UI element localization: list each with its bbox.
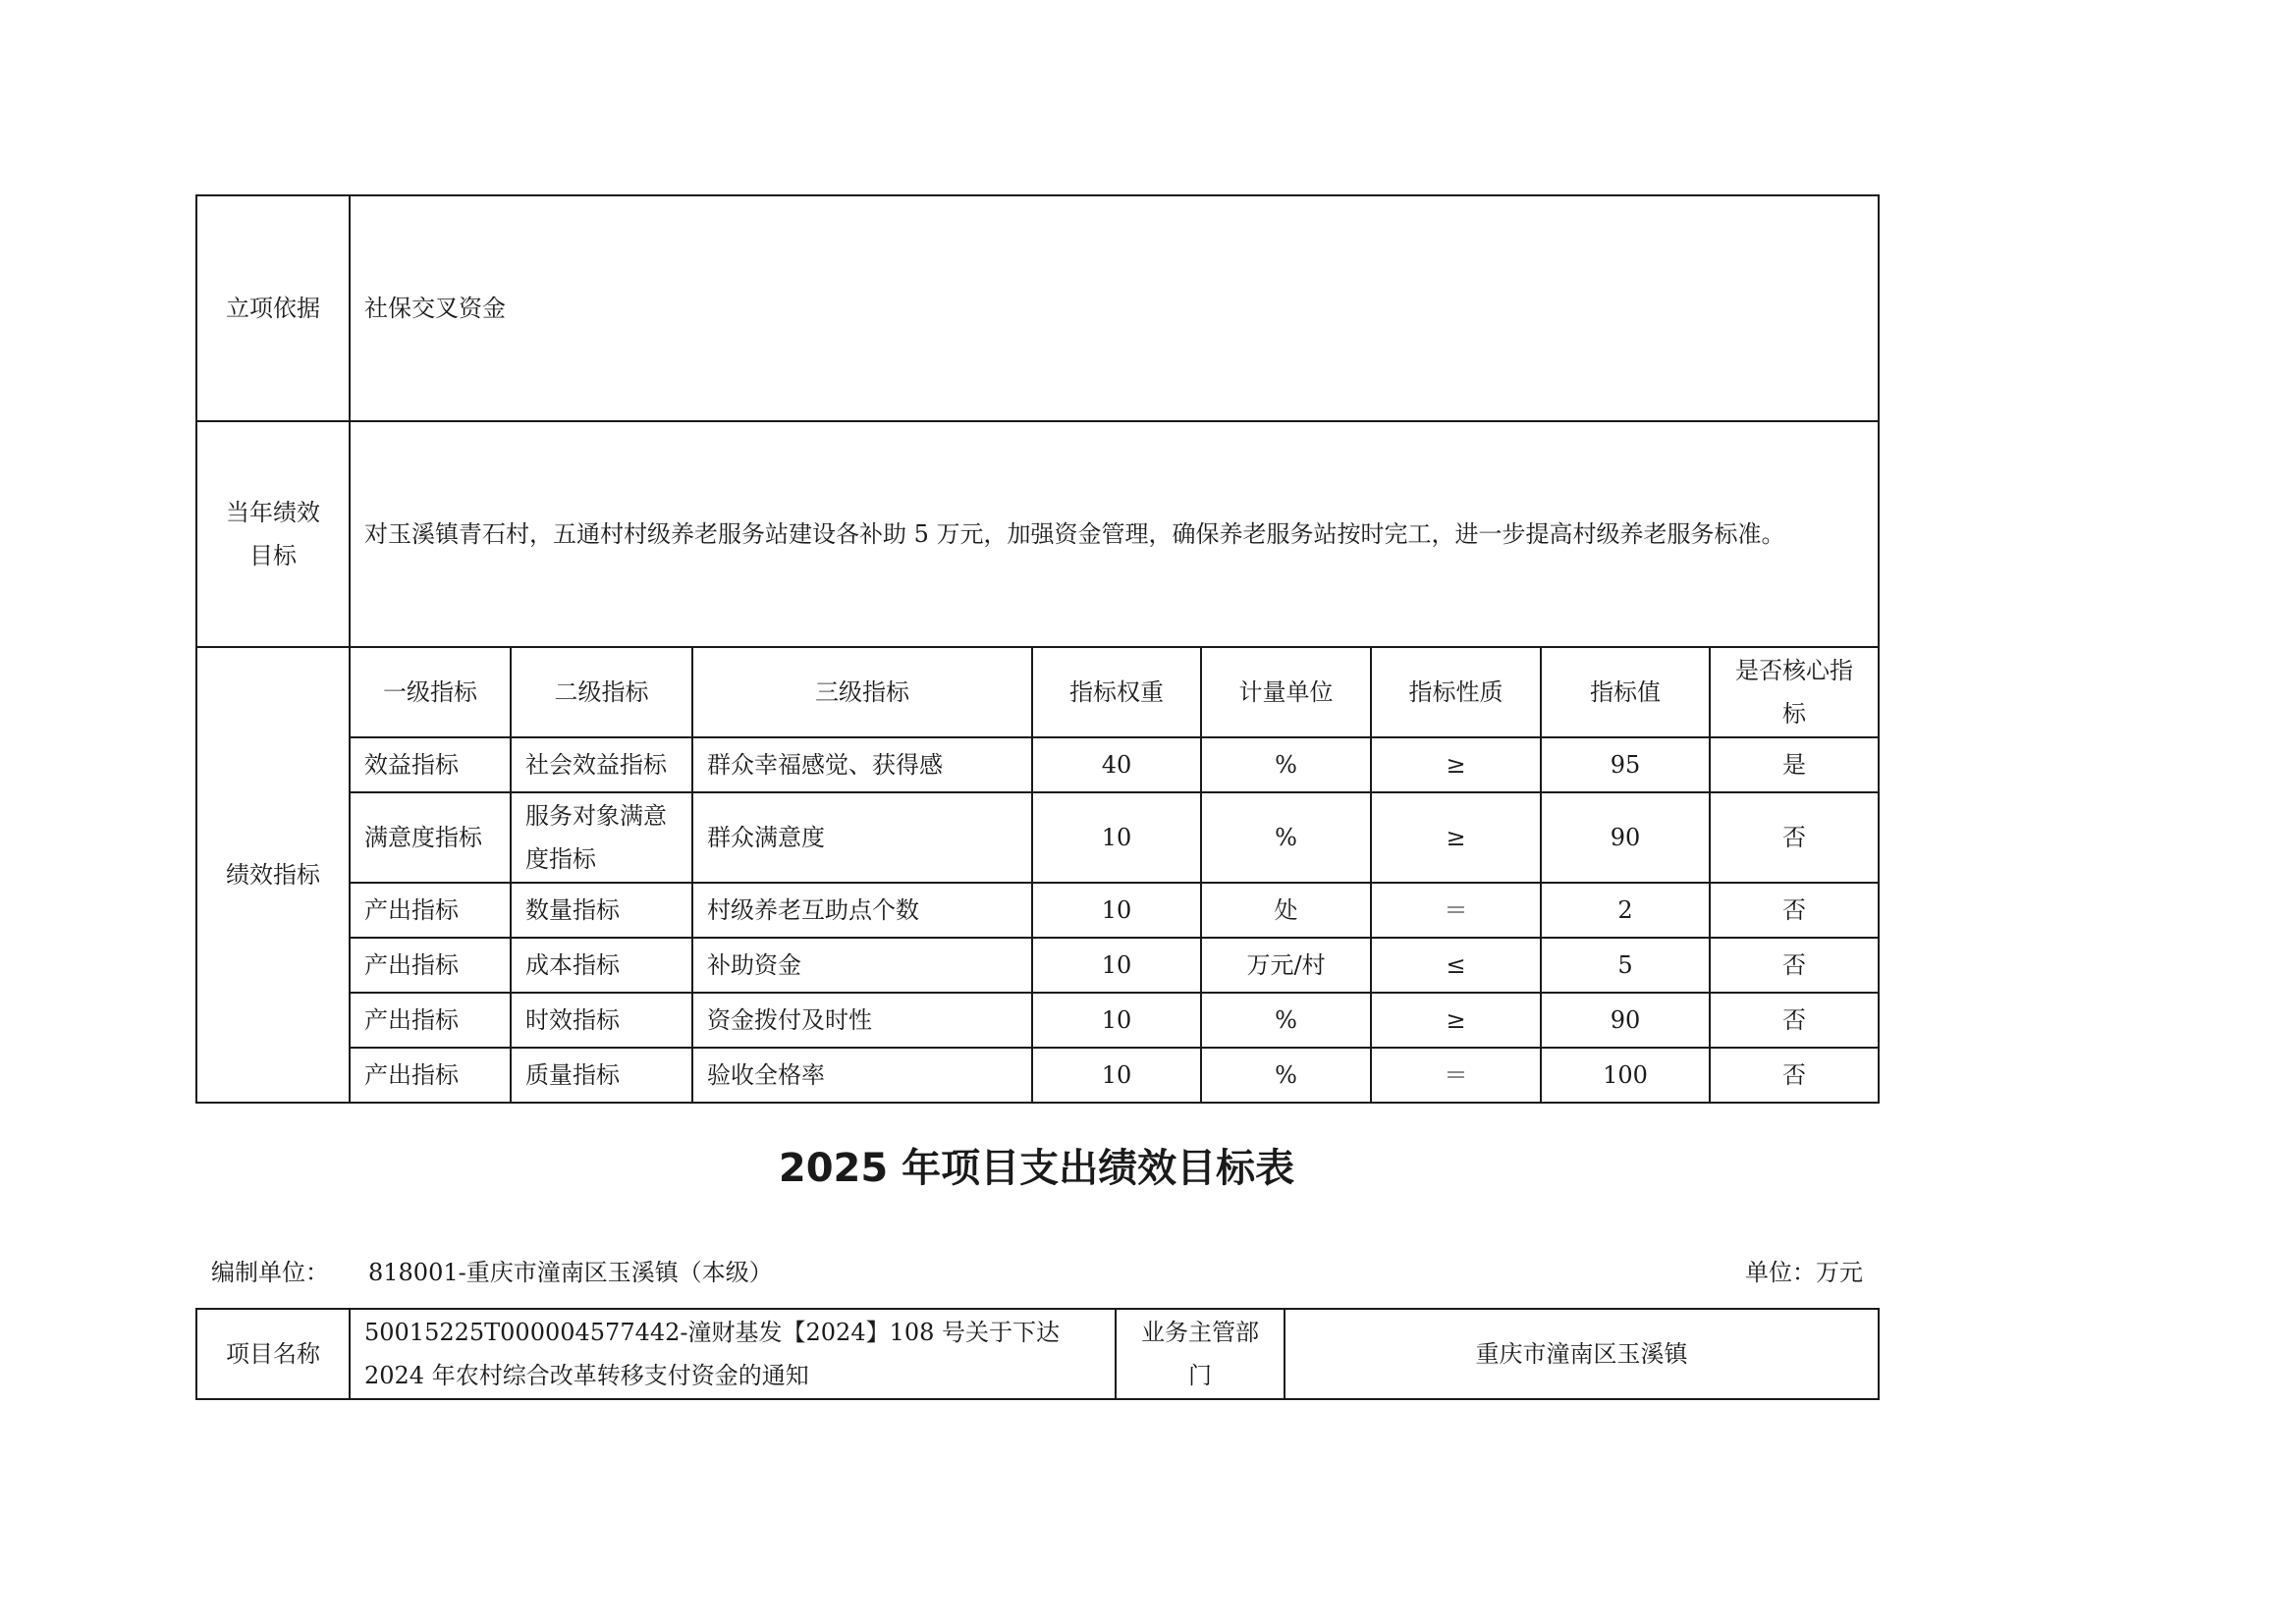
table-row	[196, 938, 1879, 993]
table-row	[196, 737, 1879, 792]
row-level1: 满意度指标	[350, 792, 511, 883]
row-value: 90	[1541, 993, 1710, 1048]
row-level3: 验收全格率	[692, 1048, 1032, 1103]
annual-goal-value: 对玉溪镇青石村，五通村村级养老服务站建设各补助 5 万元，加强资金管理，确保养老服务站按时完工，进一步提高村级养老服务标准。	[350, 421, 1879, 647]
header-level2: 二级指标	[511, 647, 692, 737]
row-value: 2	[1541, 883, 1710, 938]
currency-unit: 单位：万元	[1745, 1259, 1863, 1286]
form-title: 2025 年项目支出绩效目标表	[778, 1146, 1295, 1191]
header-level3: 三级指标	[692, 647, 1032, 737]
row-weight: 10	[1032, 1048, 1201, 1103]
row-nature: ＝	[1371, 1048, 1541, 1103]
project-name-label: 项目名称	[196, 1309, 350, 1399]
annual-goal-label-line1: 当年绩效	[226, 499, 320, 526]
row-weight: 10	[1032, 883, 1201, 938]
table-row	[196, 993, 1879, 1048]
row-level2: 服务对象满意度指标	[511, 792, 692, 883]
header-core-line2: 标	[1782, 700, 1806, 728]
annual-goal-label	[196, 421, 350, 647]
compiling-unit-value: 818001-重庆市潼南区玉溪镇（本级）	[368, 1259, 773, 1286]
row-unit: 万元/村	[1201, 938, 1371, 993]
header-core-line1: 是否核心指	[1735, 657, 1853, 684]
row-level2: 社会效益指标	[511, 737, 692, 792]
row-level3: 资金拨付及时性	[692, 993, 1032, 1048]
row-core: 否	[1710, 993, 1879, 1048]
annual-goal-label-line2: 目标	[249, 542, 297, 569]
header-nature: 指标性质	[1371, 647, 1541, 737]
row-unit: 处	[1201, 883, 1371, 938]
row-core: 否	[1710, 792, 1879, 883]
basis-value: 社保交叉资金	[350, 195, 1879, 421]
row-level3: 群众幸福感觉、获得感	[692, 737, 1032, 792]
row-unit: %	[1201, 993, 1371, 1048]
row-core: 否	[1710, 938, 1879, 993]
row-nature: ≤	[1371, 938, 1541, 993]
row-level2: 时效指标	[511, 993, 692, 1048]
header-core	[1710, 647, 1879, 737]
row-weight: 10	[1032, 993, 1201, 1048]
row-core: 否	[1710, 883, 1879, 938]
row-weight: 10	[1032, 792, 1201, 883]
row-unit: %	[1201, 792, 1371, 883]
row-unit: %	[1201, 1048, 1371, 1103]
row-weight: 10	[1032, 938, 1201, 993]
row-level3: 补助资金	[692, 938, 1032, 993]
row-level3: 群众满意度	[692, 792, 1032, 883]
row-core: 是	[1710, 737, 1879, 792]
row-value: 100	[1541, 1048, 1710, 1103]
row-core: 否	[1710, 1048, 1879, 1103]
row-nature: ＝	[1371, 883, 1541, 938]
row-level1: 产出指标	[350, 993, 511, 1048]
dept-value: 重庆市潼南区玉溪镇	[1285, 1309, 1879, 1399]
row-value: 90	[1541, 792, 1710, 883]
project-name-value: 50015225T000004577442-潼财基发【2024】108 号关于下达 2024 年农村综合改革转移支付资金的通知	[350, 1309, 1116, 1399]
table-row	[196, 883, 1879, 938]
row-nature: ≥	[1371, 792, 1541, 883]
row-nature: ≥	[1371, 993, 1541, 1048]
compiling-unit-label: 编制单位：	[211, 1259, 329, 1286]
row-level2: 质量指标	[511, 1048, 692, 1103]
row-nature: ≥	[1371, 737, 1541, 792]
row-weight: 40	[1032, 737, 1201, 792]
header-unit: 计量单位	[1201, 647, 1371, 737]
basis-label: 立项依据	[196, 195, 350, 421]
indicators-label: 绩效指标	[196, 647, 350, 1103]
row-level2: 成本指标	[511, 938, 692, 993]
row-level1: 产出指标	[350, 1048, 511, 1103]
table-row	[196, 1048, 1879, 1103]
header-level1: 一级指标	[350, 647, 511, 737]
row-level2: 数量指标	[511, 883, 692, 938]
table-row	[196, 792, 1879, 883]
row-value: 5	[1541, 938, 1710, 993]
dept-label: 业务主管部门	[1116, 1309, 1285, 1399]
indicator-header-row	[196, 647, 1879, 737]
row-level1: 产出指标	[350, 883, 511, 938]
row-value: 95	[1541, 737, 1710, 792]
row-level1: 效益指标	[350, 737, 511, 792]
compiling-unit	[211, 1253, 773, 1292]
row-unit: %	[1201, 737, 1371, 792]
row-level3: 村级养老互助点个数	[692, 883, 1032, 938]
project-info-table	[195, 1308, 1880, 1400]
header-value: 指标值	[1541, 647, 1710, 737]
header-weight: 指标权重	[1032, 647, 1201, 737]
performance-table-upper	[195, 194, 1880, 1104]
row-level1: 产出指标	[350, 938, 511, 993]
